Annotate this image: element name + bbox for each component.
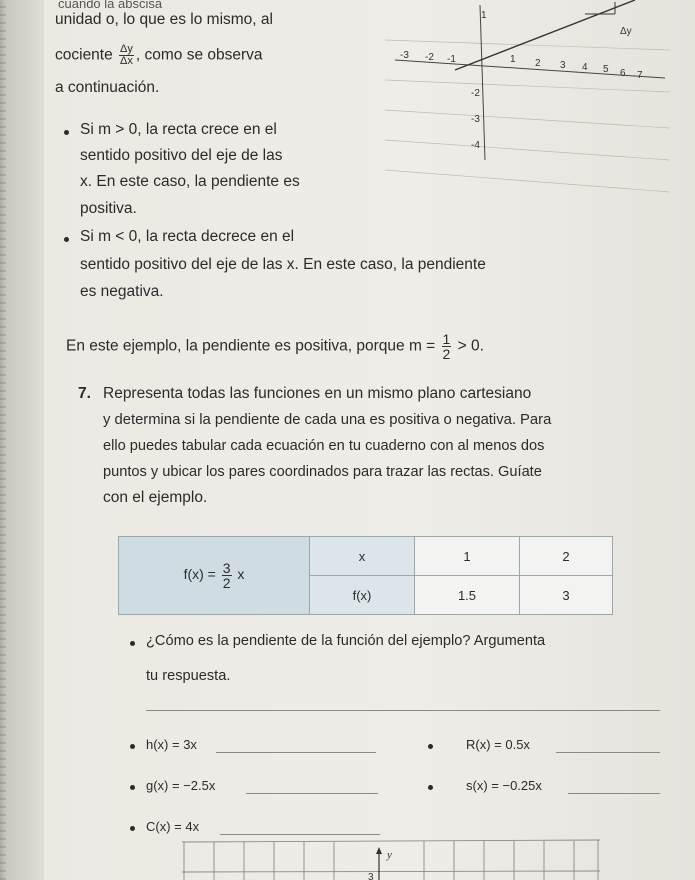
slope-fraction — [442, 332, 452, 361]
x-tick: -3 — [400, 50, 409, 61]
exercise-line-4: puntos y ubicar los pares coordinados para trazar las rectas. Guíate — [103, 464, 542, 480]
x-value-cell: 2 — [520, 537, 613, 576]
question-line-1: ¿Cómo es la pendiente de la función del ejemplo? Argumenta — [146, 633, 546, 649]
cartesian-grid[interactable] — [182, 838, 602, 880]
exercise-line-2: y determina si la pendiente de cada una es positiva o negativa. Para — [103, 412, 552, 428]
function-C: C(x) = 4x — [146, 819, 200, 834]
y-tick: -4 — [471, 140, 480, 151]
x-tick: 3 — [560, 60, 566, 71]
bullet-dot — [130, 641, 135, 646]
bullet-dot — [428, 785, 433, 790]
intro-line-2 — [55, 44, 263, 67]
bullet-1-line-1: Si m > 0, la recta crece en el — [80, 121, 277, 138]
bullet-1-line-3: x. En este caso, la pendiente es — [80, 173, 300, 190]
bullet-1-line-4: positiva. — [80, 200, 137, 217]
x-tick: 7 — [637, 70, 643, 81]
intro-line-3: a continuación. — [55, 79, 160, 96]
example-text: En este ejemplo, la pendiente es positiva, porque m = — [66, 337, 436, 355]
x-value-cell: 1 — [415, 537, 520, 576]
answer-line-h[interactable] — [216, 752, 376, 753]
bullet-dot — [64, 237, 69, 242]
function-num: 3 — [222, 560, 231, 576]
y-tick: -2 — [471, 88, 480, 99]
function-den: 2 — [222, 575, 231, 591]
example-table — [118, 536, 613, 615]
fx-value-cell: 1.5 — [415, 576, 520, 615]
bullet-dot — [64, 130, 69, 135]
x-tick: 6 — [620, 68, 626, 79]
y-tick: -3 — [471, 114, 480, 125]
exercise-line-5: con el ejemplo. — [103, 489, 208, 506]
answer-line-s[interactable] — [568, 793, 660, 794]
bullet-dot — [130, 785, 135, 790]
function-pre: f(x) = — [183, 566, 216, 583]
x-tick: 1 — [510, 54, 516, 65]
intro-line-2-post: , como se observa — [135, 46, 263, 64]
answer-line-C[interactable] — [220, 834, 380, 835]
bullet-1-line-2: sentido positivo del eje de las — [80, 147, 283, 164]
question-line-2: tu respuesta. — [146, 668, 231, 684]
exercise-line-3: ello puedes tabular cada ecuación en tu cuaderno con al menos dos — [103, 438, 545, 454]
graph-annotation: Δy — [620, 26, 632, 37]
example-tail: > 0. — [457, 337, 484, 355]
answer-line[interactable] — [146, 710, 660, 711]
y-axis — [480, 5, 485, 160]
delta-fraction — [119, 44, 134, 67]
answer-line-R[interactable] — [556, 752, 660, 753]
fx-label-cell: f(x) — [310, 576, 415, 615]
delta-y: Δy — [120, 43, 133, 55]
slope-den: 2 — [442, 346, 451, 362]
bullet-2-line-3: es negativa. — [80, 283, 164, 300]
grid-y-label: y — [387, 849, 392, 861]
x-label-cell: x — [310, 537, 415, 576]
slope-num: 1 — [442, 331, 451, 347]
y-tick: 1 — [481, 10, 487, 21]
delta-x: Δx — [120, 55, 133, 67]
y-arrow-icon — [376, 847, 382, 854]
bullet-dot — [130, 744, 135, 749]
example-sentence — [66, 332, 484, 361]
function-R: R(x) = 0.5x — [466, 737, 530, 752]
fx-value-cell: 3 — [520, 576, 613, 615]
bullet-2-line-1: Si m < 0, la recta decrece en el — [80, 228, 295, 245]
bullet-2-line-2: sentido positivo del eje de las x. En este caso, la pendiente — [80, 256, 486, 273]
exercise-line-1: Representa todas las funciones en un mismo plano cartesiano — [103, 385, 532, 402]
intro-cutoff-line: cuando la abscisa — [58, 0, 163, 11]
bullet-dot — [428, 744, 433, 749]
answer-line-g[interactable] — [246, 793, 378, 794]
function-g: g(x) = −2.5x — [146, 778, 216, 793]
x-tick: -2 — [425, 52, 434, 63]
x-tick: 2 — [535, 58, 541, 69]
function-post: x — [237, 566, 245, 583]
x-tick: -1 — [447, 54, 456, 65]
spiral-binding — [0, 0, 44, 880]
x-tick: 4 — [582, 62, 588, 73]
slope-graph — [385, 0, 675, 200]
exercise-number: 7. — [78, 385, 91, 402]
function-h: h(x) = 3x — [146, 737, 197, 752]
intro-line-1: unidad o, lo que es lo mismo, al — [55, 11, 273, 28]
intro-line-2-pre: cociente — [55, 46, 113, 64]
grid-tick: 3 — [368, 872, 374, 880]
x-tick: 5 — [603, 64, 609, 75]
function-cell — [119, 537, 310, 615]
bullet-dot — [130, 826, 135, 831]
function-fraction — [222, 561, 232, 590]
function-s: s(x) = −0.25x — [466, 778, 542, 793]
